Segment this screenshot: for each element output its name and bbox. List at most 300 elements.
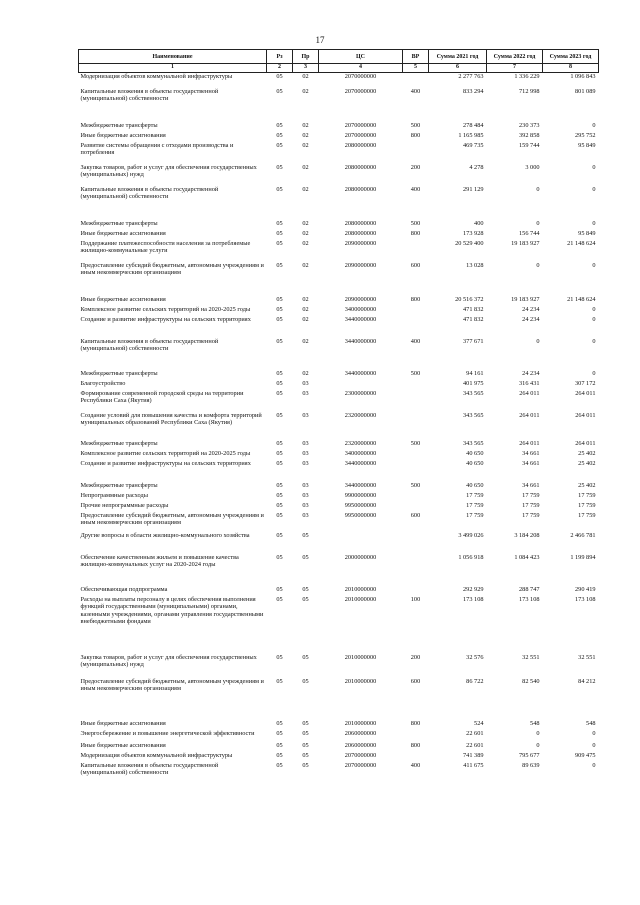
cell-s2021: 3 499 026 bbox=[458, 531, 484, 539]
cell-s2022: 392 858 bbox=[519, 131, 540, 139]
cell-s2023: 173 108 bbox=[575, 595, 596, 603]
cell-vr bbox=[403, 412, 429, 440]
cell-s2023: 25 402 bbox=[578, 459, 596, 467]
cell-rz: 05 bbox=[276, 411, 283, 419]
cell-name: Межбюджетные трансферты bbox=[80, 121, 158, 129]
cell-rz: 05 bbox=[276, 449, 283, 457]
cell-pr: 03 bbox=[302, 389, 309, 397]
cell-s2022: 3 184 208 bbox=[514, 531, 540, 539]
cell-pr: 03 bbox=[302, 511, 309, 519]
cell-name: Иные бюджетные ассигнования bbox=[80, 131, 166, 139]
cell-vr bbox=[403, 450, 429, 460]
cell-s2022: 89 639 bbox=[522, 761, 540, 769]
col-header-cs: ЦС bbox=[319, 50, 403, 64]
cell-vr: 400 bbox=[410, 337, 421, 345]
cell-pr: 02 bbox=[302, 369, 309, 377]
cell-s2021: 343 565 bbox=[463, 439, 484, 447]
cell-s2021: 377 671 bbox=[463, 337, 484, 345]
cell-s2021: 17 759 bbox=[466, 511, 484, 519]
cell-s2022: 0 bbox=[536, 741, 540, 749]
cell-s2023: 2 466 781 bbox=[570, 531, 596, 539]
cell-s2022: 24 234 bbox=[522, 315, 540, 323]
cell-s2021: 741 389 bbox=[463, 751, 484, 759]
cell-vr: 200 bbox=[410, 163, 421, 171]
cell-cs: 2090000000 bbox=[344, 295, 377, 303]
col-number: 4 bbox=[319, 64, 403, 73]
table-row bbox=[79, 316, 599, 338]
cell-s2023: 0 bbox=[592, 337, 596, 345]
cell-pr: 02 bbox=[302, 73, 309, 80]
cell-pr: 05 bbox=[302, 653, 309, 661]
table-row bbox=[79, 720, 599, 730]
table-row bbox=[79, 654, 599, 678]
cell-s2023: 0 bbox=[592, 163, 596, 171]
cell-s2023: 264 011 bbox=[575, 389, 596, 397]
cell-name: Комплексное развитие сельских территорий на 2020-2025 годы bbox=[80, 305, 251, 313]
cell-vr: 800 bbox=[410, 741, 421, 749]
table-row bbox=[79, 142, 599, 164]
cell-pr: 03 bbox=[302, 411, 309, 419]
cell-vr: 600 bbox=[410, 677, 421, 685]
cell-cs: 2010000000 bbox=[344, 585, 377, 593]
cell-vr: 800 bbox=[410, 295, 421, 303]
table-row bbox=[79, 164, 599, 186]
col-header-rz: Рз bbox=[267, 50, 293, 64]
cell-rz: 05 bbox=[276, 389, 283, 397]
cell-pr: 02 bbox=[302, 131, 309, 139]
table-body bbox=[79, 73, 599, 778]
cell-s2022: 32 551 bbox=[522, 653, 540, 661]
cell-pr: 02 bbox=[302, 261, 309, 269]
cell-s2023: 0 bbox=[592, 185, 596, 193]
cell-cs: 2080000000 bbox=[344, 229, 377, 237]
cell-cs: 2300000000 bbox=[344, 389, 377, 397]
cell-vr bbox=[403, 532, 429, 554]
cell-s2023: 32 551 bbox=[578, 653, 596, 661]
cell-vr: 500 bbox=[410, 481, 421, 489]
cell-vr bbox=[403, 316, 429, 338]
col-header-2023: Сумма 2023 год bbox=[543, 50, 599, 64]
table-row bbox=[79, 296, 599, 306]
cell-cs: 2010000000 bbox=[344, 595, 377, 603]
cell-s2021: 343 565 bbox=[463, 411, 484, 419]
cell-rz: 05 bbox=[276, 595, 283, 603]
cell-s2021: 471 832 bbox=[463, 315, 484, 323]
cell-vr: 400 bbox=[410, 761, 421, 769]
cell-s2022: 264 011 bbox=[519, 439, 540, 447]
table-row bbox=[79, 380, 599, 390]
cell-pr: 02 bbox=[302, 229, 309, 237]
cell-s2022: 173 108 bbox=[519, 595, 540, 603]
cell-vr: 400 bbox=[410, 87, 421, 95]
table-row bbox=[79, 596, 599, 654]
cell-name: Закупка товаров, работ и услуг для обеспечения государственных (муниципальных) нужд bbox=[80, 653, 257, 669]
table-row bbox=[79, 370, 599, 380]
table-row bbox=[79, 532, 599, 554]
cell-rz: 05 bbox=[276, 87, 283, 95]
cell-s2021: 173 928 bbox=[463, 229, 484, 237]
cell-vr: 800 bbox=[410, 131, 421, 139]
cell-rz: 05 bbox=[276, 73, 283, 80]
cell-cs: 2070000000 bbox=[344, 73, 377, 80]
cell-s2021: 32 576 bbox=[466, 653, 484, 661]
cell-pr: 02 bbox=[302, 121, 309, 129]
cell-vr bbox=[403, 390, 429, 412]
cell-pr: 02 bbox=[302, 163, 309, 171]
cell-s2021: 292 929 bbox=[463, 585, 484, 593]
cell-s2023: 0 bbox=[592, 219, 596, 227]
cell-s2022: 34 661 bbox=[522, 459, 540, 467]
cell-s2023: 0 bbox=[592, 369, 596, 377]
col-header-pr: Пр bbox=[293, 50, 319, 64]
cell-s2021: 22 601 bbox=[466, 729, 484, 737]
cell-rz: 05 bbox=[276, 337, 283, 345]
cell-rz: 05 bbox=[276, 219, 283, 227]
cell-s2022: 288 747 bbox=[519, 585, 540, 593]
cell-pr: 05 bbox=[302, 553, 309, 561]
cell-rz: 05 bbox=[276, 229, 283, 237]
cell-pr: 05 bbox=[302, 595, 309, 603]
cell-vr: 400 bbox=[410, 185, 421, 193]
cell-pr: 05 bbox=[302, 585, 309, 593]
cell-name: Капитальные вложения в объекты государственной (муниципальной) собственности bbox=[80, 761, 219, 777]
cell-rz: 05 bbox=[276, 585, 283, 593]
cell-s2021: 17 759 bbox=[466, 491, 484, 499]
budget-table bbox=[78, 49, 599, 778]
cell-pr: 03 bbox=[302, 459, 309, 467]
cell-s2022: 0 bbox=[536, 729, 540, 737]
cell-name: Предоставление субсидий бюджетным, автономным учреждениям и иным некоммерческим организациям bbox=[80, 677, 264, 693]
cell-vr bbox=[403, 492, 429, 502]
table-row bbox=[79, 460, 599, 482]
cell-s2021: 40 650 bbox=[466, 449, 484, 457]
col-number: 1 bbox=[79, 64, 267, 73]
cell-cs bbox=[319, 380, 403, 390]
header-row bbox=[79, 50, 599, 64]
col-number: 8 bbox=[543, 64, 599, 73]
cell-cs: 3440000000 bbox=[344, 369, 377, 377]
column-number-row bbox=[79, 64, 599, 73]
cell-pr: 05 bbox=[302, 729, 309, 737]
cell-pr: 02 bbox=[302, 141, 309, 149]
cell-cs: 3440000000 bbox=[344, 337, 377, 345]
cell-name: Иные бюджетные ассигнования bbox=[80, 719, 166, 727]
cell-s2021: 86 722 bbox=[466, 677, 484, 685]
cell-vr bbox=[403, 73, 429, 88]
cell-vr bbox=[403, 554, 429, 586]
cell-vr bbox=[403, 586, 429, 596]
cell-name: Межбюджетные трансферты bbox=[80, 439, 158, 447]
cell-pr: 02 bbox=[302, 337, 309, 345]
table-row bbox=[79, 482, 599, 492]
cell-rz: 05 bbox=[276, 141, 283, 149]
cell-s2023: 0 bbox=[592, 761, 596, 769]
cell-s2023: 84 212 bbox=[578, 677, 596, 685]
cell-s2023: 95 849 bbox=[578, 141, 596, 149]
col-header-name: Наименование bbox=[79, 50, 267, 64]
cell-name: Формирование современной городской среды на территории Республики Саха (Якутия) bbox=[80, 389, 244, 405]
cell-rz: 05 bbox=[276, 305, 283, 313]
cell-s2021: 471 832 bbox=[463, 305, 484, 313]
cell-cs: 3440000000 bbox=[344, 459, 377, 467]
cell-name: Создание и развитие инфраструктуры на сельских территориях bbox=[80, 459, 251, 467]
cell-rz: 05 bbox=[276, 677, 283, 685]
cell-pr: 03 bbox=[302, 481, 309, 489]
cell-s2022: 17 759 bbox=[522, 501, 540, 509]
cell-pr: 05 bbox=[302, 719, 309, 727]
cell-cs: 3400000000 bbox=[344, 305, 377, 313]
cell-name: Межбюджетные трансферты bbox=[80, 481, 158, 489]
cell-s2022: 156 744 bbox=[519, 229, 540, 237]
cell-name: Предоставление субсидий бюджетным, автономным учреждениям и иным некоммерческим организациям bbox=[80, 511, 264, 527]
cell-cs: 3400000000 bbox=[344, 449, 377, 457]
cell-name: Прочие непрограммные расходы bbox=[80, 501, 169, 509]
table-row bbox=[79, 306, 599, 316]
cell-pr: 03 bbox=[302, 379, 309, 387]
cell-s2021: 343 565 bbox=[463, 389, 484, 397]
cell-s2022: 548 bbox=[530, 719, 540, 727]
table-row bbox=[79, 762, 599, 778]
cell-rz: 05 bbox=[276, 531, 283, 539]
cell-pr: 02 bbox=[302, 185, 309, 193]
cell-rz: 05 bbox=[276, 511, 283, 519]
cell-rz: 05 bbox=[276, 379, 283, 387]
cell-s2023: 1 096 843 bbox=[570, 73, 596, 80]
cell-name: Другие вопросы в области жилищно-коммунального хозяйства bbox=[80, 531, 250, 539]
cell-rz: 05 bbox=[276, 439, 283, 447]
cell-s2021: 17 759 bbox=[466, 501, 484, 509]
cell-s2023: 21 148 624 bbox=[567, 239, 596, 247]
cell-cs: 2080000000 bbox=[344, 185, 377, 193]
cell-s2023: 25 402 bbox=[578, 449, 596, 457]
table-row bbox=[79, 73, 599, 88]
table-row bbox=[79, 230, 599, 240]
cell-vr: 500 bbox=[410, 121, 421, 129]
cell-s2022: 0 bbox=[536, 261, 540, 269]
cell-vr bbox=[403, 460, 429, 482]
cell-pr: 02 bbox=[302, 305, 309, 313]
cell-rz: 05 bbox=[276, 261, 283, 269]
cell-s2022: 34 661 bbox=[522, 449, 540, 457]
cell-s2023: 17 759 bbox=[578, 501, 596, 509]
cell-s2022: 264 011 bbox=[519, 389, 540, 397]
cell-rz: 05 bbox=[276, 751, 283, 759]
cell-name: Иные бюджетные ассигнования bbox=[80, 741, 166, 749]
cell-rz: 05 bbox=[276, 653, 283, 661]
cell-s2022: 795 677 bbox=[519, 751, 540, 759]
cell-s2023: 0 bbox=[592, 121, 596, 129]
table-row bbox=[79, 730, 599, 742]
cell-s2021: 40 650 bbox=[466, 481, 484, 489]
cell-s2023: 25 402 bbox=[578, 481, 596, 489]
cell-vr bbox=[403, 502, 429, 512]
cell-s2021: 173 108 bbox=[463, 595, 484, 603]
cell-s2021: 401 975 bbox=[463, 379, 484, 387]
table-row bbox=[79, 240, 599, 262]
cell-pr: 02 bbox=[302, 87, 309, 95]
cell-pr: 02 bbox=[302, 315, 309, 323]
cell-s2022: 34 661 bbox=[522, 481, 540, 489]
cell-rz: 05 bbox=[276, 295, 283, 303]
cell-cs: 2060000000 bbox=[344, 729, 377, 737]
cell-s2022: 0 bbox=[536, 219, 540, 227]
cell-s2022: 159 744 bbox=[519, 141, 540, 149]
cell-rz: 05 bbox=[276, 163, 283, 171]
cell-s2021: 40 650 bbox=[466, 459, 484, 467]
cell-name: Комплексное развитие сельских территорий на 2020-2025 годы bbox=[80, 449, 251, 457]
cell-s2022: 17 759 bbox=[522, 491, 540, 499]
cell-s2021: 2 277 763 bbox=[458, 73, 484, 80]
cell-s2023: 548 bbox=[586, 719, 596, 727]
cell-name: Межбюджетные трансферты bbox=[80, 219, 158, 227]
cell-s2023: 264 011 bbox=[575, 439, 596, 447]
cell-s2021: 524 bbox=[474, 719, 484, 727]
cell-pr: 05 bbox=[302, 677, 309, 685]
cell-s2023: 801 089 bbox=[575, 87, 596, 95]
cell-rz: 05 bbox=[276, 315, 283, 323]
cell-s2023: 1 199 894 bbox=[570, 553, 596, 561]
cell-rz: 05 bbox=[276, 761, 283, 769]
cell-name: Поддержание платежеспособности населения за потребляемые жилищно-коммунальные услуги bbox=[80, 239, 251, 255]
cell-cs: 2080000000 bbox=[344, 219, 377, 227]
cell-cs: 3440000000 bbox=[344, 481, 377, 489]
cell-s2021: 22 601 bbox=[466, 741, 484, 749]
cell-s2021: 94 161 bbox=[466, 369, 484, 377]
cell-name: Капитальные вложения в объекты государственной (муниципальной) собственности bbox=[80, 87, 219, 103]
cell-s2021: 1 165 985 bbox=[458, 131, 484, 139]
cell-rz: 05 bbox=[276, 459, 283, 467]
col-number: 7 bbox=[487, 64, 543, 73]
cell-cs: 2060000000 bbox=[344, 741, 377, 749]
cell-s2021: 20 529 400 bbox=[455, 239, 484, 247]
cell-cs bbox=[319, 532, 403, 554]
cell-pr: 02 bbox=[302, 239, 309, 247]
cell-s2022: 24 234 bbox=[522, 369, 540, 377]
cell-vr: 800 bbox=[410, 229, 421, 237]
cell-pr: 03 bbox=[302, 491, 309, 499]
cell-cs: 2070000000 bbox=[344, 121, 377, 129]
cell-cs: 2070000000 bbox=[344, 761, 377, 769]
cell-s2021: 1 056 918 bbox=[458, 553, 484, 561]
cell-cs: 2070000000 bbox=[344, 751, 377, 759]
cell-s2021: 20 516 372 bbox=[455, 295, 484, 303]
cell-s2021: 4 278 bbox=[469, 163, 484, 171]
cell-s2021: 833 294 bbox=[463, 87, 484, 95]
cell-cs: 2090000000 bbox=[344, 239, 377, 247]
cell-s2023: 295 752 bbox=[575, 131, 596, 139]
cell-pr: 03 bbox=[302, 439, 309, 447]
cell-rz: 05 bbox=[276, 239, 283, 247]
table-row bbox=[79, 586, 599, 596]
cell-name: Благоустройство bbox=[80, 379, 126, 387]
cell-name: Развитие системы обращения с отходами производства и потребления bbox=[80, 141, 234, 157]
cell-vr: 500 bbox=[410, 439, 421, 447]
cell-vr: 200 bbox=[410, 653, 421, 661]
cell-s2022: 19 183 927 bbox=[511, 239, 540, 247]
table-row bbox=[79, 412, 599, 440]
cell-name: Межбюджетные трансферты bbox=[80, 369, 158, 377]
table-row bbox=[79, 262, 599, 296]
cell-vr: 600 bbox=[410, 261, 421, 269]
cell-pr: 02 bbox=[302, 219, 309, 227]
cell-s2023: 0 bbox=[592, 729, 596, 737]
cell-name: Расходы на выплаты персоналу в целях обеспечения выполнения функций государственными (муниципальными) органами, казенными учреждениями, органами управления государственными внебюджетными фондами bbox=[80, 595, 264, 626]
cell-cs: 9950000000 bbox=[344, 511, 377, 519]
cell-rz: 05 bbox=[276, 121, 283, 129]
cell-vr bbox=[403, 752, 429, 762]
cell-s2023: 0 bbox=[592, 261, 596, 269]
cell-s2022: 0 bbox=[536, 337, 540, 345]
table-row bbox=[79, 338, 599, 370]
cell-cs: 2320000000 bbox=[344, 439, 377, 447]
cell-s2023: 95 849 bbox=[578, 229, 596, 237]
cell-name: Непрограммные расходы bbox=[80, 491, 148, 499]
cell-s2021: 411 675 bbox=[463, 761, 484, 769]
cell-rz: 05 bbox=[276, 729, 283, 737]
cell-s2022: 3 000 bbox=[525, 163, 540, 171]
cell-s2022: 24 234 bbox=[522, 305, 540, 313]
cell-s2022: 1 336 229 bbox=[514, 73, 540, 80]
col-number: 5 bbox=[403, 64, 429, 73]
cell-vr: 500 bbox=[410, 219, 421, 227]
cell-pr: 05 bbox=[302, 741, 309, 749]
cell-name: Иные бюджетные ассигнования bbox=[80, 229, 166, 237]
cell-cs: 2000000000 bbox=[344, 553, 377, 561]
cell-name: Капитальные вложения в объекты государственной (муниципальной) собственности bbox=[80, 185, 219, 201]
cell-s2023: 21 148 624 bbox=[567, 295, 596, 303]
cell-s2023: 290 419 bbox=[575, 585, 596, 593]
cell-vr bbox=[403, 380, 429, 390]
cell-name: Обеспечивающая подпрограмма bbox=[80, 585, 168, 593]
cell-pr: 03 bbox=[302, 449, 309, 457]
cell-rz: 05 bbox=[276, 369, 283, 377]
cell-pr: 03 bbox=[302, 501, 309, 509]
cell-name: Модернизация объектов коммунальной инфраструктуры bbox=[80, 751, 233, 759]
cell-s2022: 0 bbox=[536, 185, 540, 193]
cell-s2023: 17 759 bbox=[578, 491, 596, 499]
table-row bbox=[79, 440, 599, 450]
col-header-2022: Сумма 2022 год bbox=[487, 50, 543, 64]
cell-cs: 2070000000 bbox=[344, 87, 377, 95]
table-row bbox=[79, 678, 599, 720]
cell-cs: 2070000000 bbox=[344, 131, 377, 139]
cell-cs: 2010000000 bbox=[344, 653, 377, 661]
cell-s2021: 278 484 bbox=[463, 121, 484, 129]
col-header-vr: ВР bbox=[403, 50, 429, 64]
cell-name: Обеспечение качественным жильем и повышение качества жилищно-коммунальных услуг на 2020-2024 годы bbox=[80, 553, 239, 569]
cell-name: Закупка товаров, работ и услуг для обеспечения государственных (муниципальных) нужд bbox=[80, 163, 257, 179]
table-row bbox=[79, 554, 599, 586]
cell-vr: 100 bbox=[410, 595, 421, 603]
col-number: 2 bbox=[267, 64, 293, 73]
col-number: 3 bbox=[293, 64, 319, 73]
table-row bbox=[79, 220, 599, 230]
col-number: 6 bbox=[429, 64, 487, 73]
cell-rz: 05 bbox=[276, 501, 283, 509]
table-row bbox=[79, 752, 599, 762]
page-number: 17 bbox=[315, 35, 325, 45]
cell-rz: 05 bbox=[276, 131, 283, 139]
cell-s2022: 264 011 bbox=[519, 411, 540, 419]
cell-cs: 2090000000 bbox=[344, 261, 377, 269]
table-row bbox=[79, 742, 599, 752]
cell-s2022: 316 431 bbox=[519, 379, 540, 387]
cell-pr: 02 bbox=[302, 295, 309, 303]
cell-s2022: 1 084 423 bbox=[514, 553, 540, 561]
cell-s2022: 712 998 bbox=[519, 87, 540, 95]
cell-s2022: 82 540 bbox=[522, 677, 540, 685]
cell-vr: 500 bbox=[410, 369, 421, 377]
